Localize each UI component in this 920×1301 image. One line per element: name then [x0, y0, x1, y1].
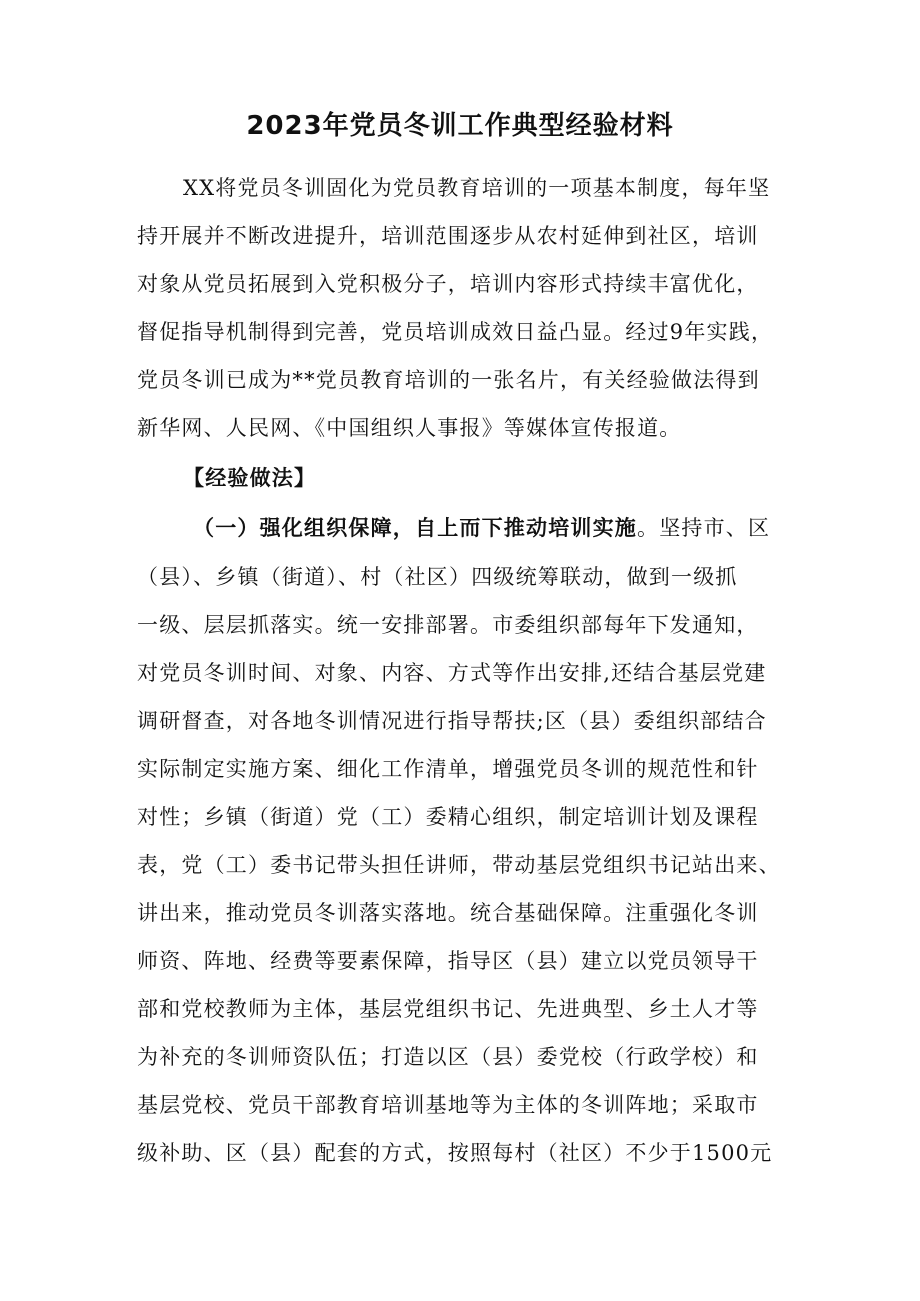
- intro-line: XX将党员冬训固化为党员教育培训的一项基本制度，每年坚: [183, 176, 771, 200]
- subsection-first-line: [193, 512, 770, 544]
- intro-line: 督促指导机制得到完善，党员培训成效日益凸显。经过9年实践，: [137, 320, 774, 344]
- intro-line: 持开展并不断改进提升，培训范围逐步从农村延伸到社区，培训: [137, 224, 759, 248]
- body-line: 基层党校、党员干部教育培训基地等为主体的冬训阵地；采取市: [137, 1093, 759, 1117]
- intro-line: 新华网、人民网、《中国组织人事报》等媒体宣传报道。: [137, 416, 682, 440]
- subsection-first-line-rest: 。坚持市、区: [637, 516, 771, 540]
- subsection-title: （一）强化组织保障，自上而下推动培训实施: [193, 515, 637, 540]
- body-line: 实际制定实施方案、细化工作清单，增强党员冬训的规范性和针: [137, 757, 759, 781]
- body-line: （县）、乡镇（街道）、村（社区）四级统筹联动，做到一级抓: [137, 565, 738, 589]
- section-heading: 【经验做法】: [183, 465, 317, 490]
- document-title: 2023年党员冬训工作典型经验材料: [246, 111, 674, 141]
- body-line: 讲出来，推动党员冬训落实落地。统合基础保障。注重强化冬训: [137, 901, 759, 925]
- body-line: 为补充的冬训师资队伍；打造以区（县）委党校（行政学校）和: [137, 1045, 759, 1069]
- body-line: 表，党（工）委书记带头担任讲师，带动基层党组织书记站出来、: [137, 853, 781, 877]
- intro-line: 对象从党员拓展到入党积极分子，培训内容形式持续丰富优化，: [137, 272, 759, 296]
- body-line: 对党员冬训时间、对象、内容、方式等作出安排,还结合基层党建: [137, 661, 767, 685]
- body-line: 对性；乡镇（街道）党（工）委精心组织，制定培训计划及课程: [137, 805, 759, 829]
- body-line: 级补助、区（县）配套的方式，按照每村（社区）不少于1500元: [137, 1141, 773, 1165]
- intro-line: 党员冬训已成为**党员教育培训的一张名片，有关经验做法得到: [137, 368, 760, 392]
- body-line: 部和党校教师为主体，基层党组织书记、先进典型、乡土人才等: [137, 997, 759, 1021]
- body-line: 调研督查，对各地冬训情况进行指导帮扶;区（县）委组织部结合: [137, 709, 767, 733]
- body-line: 一级、层层抓落实。统一安排部署。市委组织部每年下发通知，: [137, 613, 759, 637]
- body-line: 师资、阵地、经费等要素保障，指导区（县）建立以党员领导干: [137, 949, 759, 973]
